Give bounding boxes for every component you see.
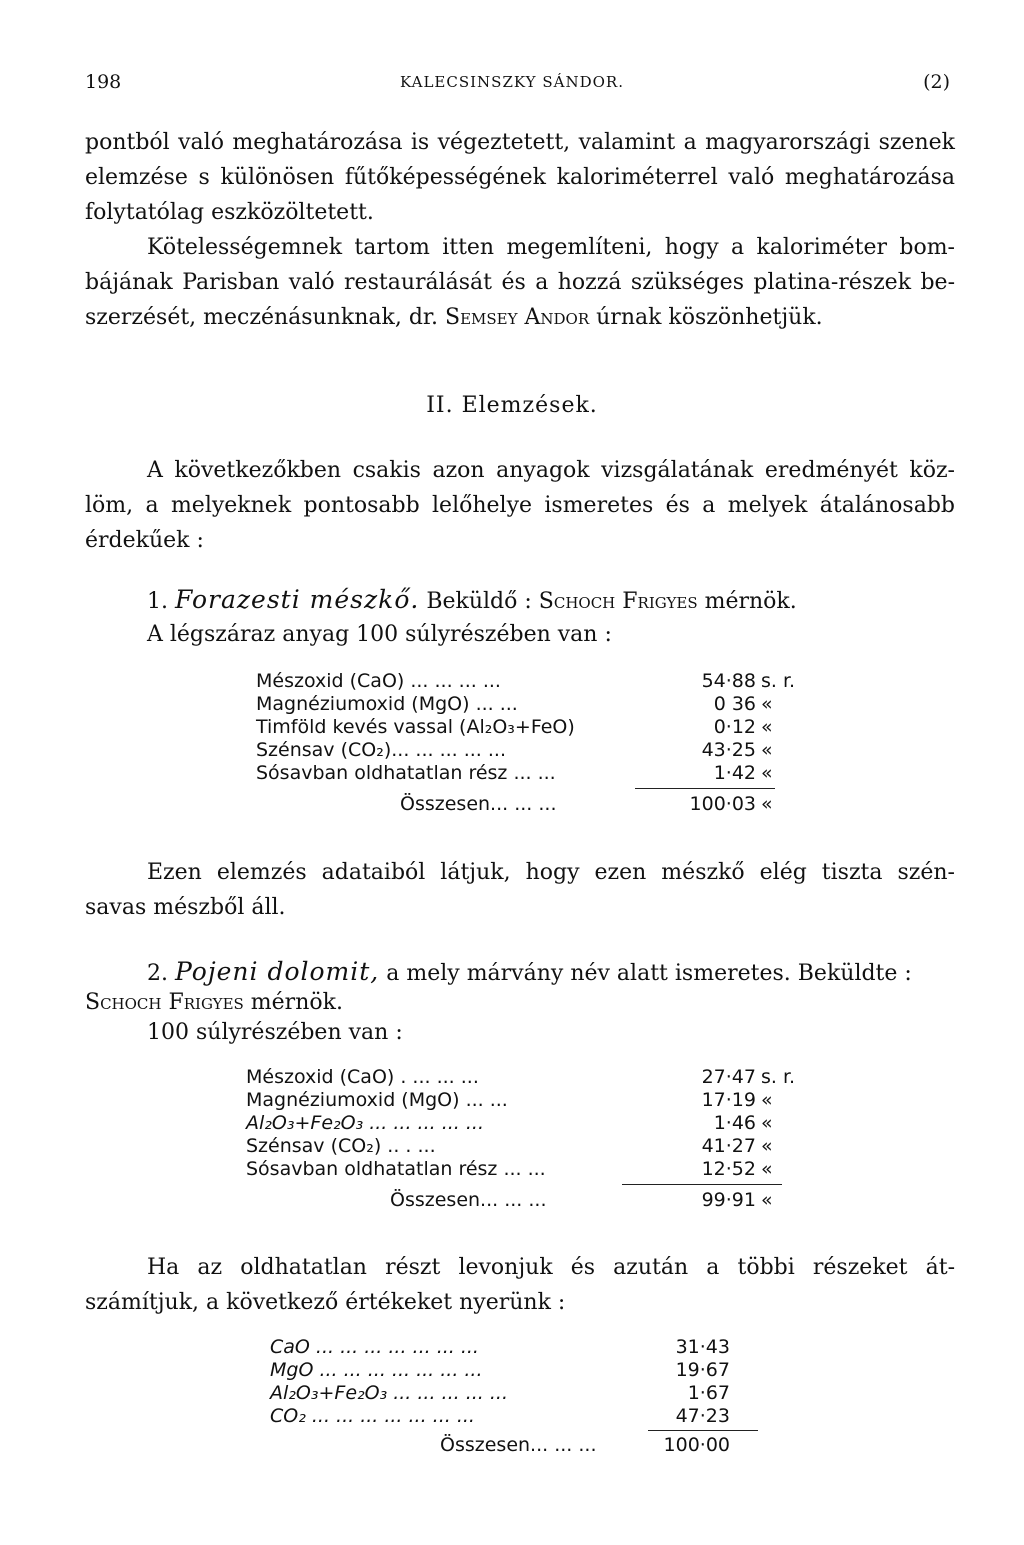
row-value: 27·47 bbox=[701, 1066, 756, 1088]
sample1-basis: A légszáraz anyag 100 súlyrészében van : bbox=[147, 622, 612, 647]
table-row bbox=[270, 1382, 740, 1405]
section-intro-line-1: A következőkben csakis azon anyagok vizsgálatának eredményét köz- bbox=[147, 458, 955, 483]
row-unit: « bbox=[761, 1089, 773, 1111]
row-value: 1·46 bbox=[713, 1112, 756, 1134]
total-label: Összesen... ... ... bbox=[440, 1434, 597, 1456]
sample1-title: Forazesti mészkő. bbox=[175, 585, 420, 614]
row-value: 17·19 bbox=[701, 1089, 756, 1111]
row-unit: « bbox=[761, 762, 773, 784]
sum-rule bbox=[622, 1184, 782, 1185]
row-label: MgO ... ... ... ... ... ... ... bbox=[270, 1359, 483, 1381]
row-label: Al₂O₃+Fe₂O₃ ... ... ... ... ... bbox=[270, 1382, 508, 1404]
sample2-basis: 100 súlyrészében van : bbox=[147, 1020, 403, 1045]
intro-paragraph bbox=[85, 125, 955, 230]
table-row bbox=[270, 1359, 740, 1382]
thanks-paragraph bbox=[85, 230, 955, 335]
table-row bbox=[246, 1158, 776, 1181]
thanks-text-end: úrnak köszönhetjük. bbox=[589, 305, 823, 330]
table-row bbox=[246, 1089, 776, 1112]
sample2-number: 2. bbox=[147, 961, 168, 986]
sample1-heading bbox=[147, 585, 797, 614]
intro-line-2: elemzése s különösen fűtőképességének kaloriméterrel való meghatározása bbox=[85, 165, 955, 190]
row-label: CaO ... ... ... ... ... ... ... bbox=[270, 1336, 479, 1358]
sample2-title: Pojeni dolomit, bbox=[175, 957, 380, 986]
sample2-sender-suffix: mérnök. bbox=[243, 990, 343, 1015]
row-label: Sósavban oldhatatlan rész ... ... bbox=[256, 762, 556, 784]
sample2-sender: Schoch Frigyes bbox=[85, 990, 244, 1015]
section-intro-paragraph bbox=[85, 453, 955, 558]
patron-name: Semsey Andor bbox=[445, 305, 590, 330]
total-value: 100·00 bbox=[663, 1434, 730, 1456]
total-value: 100·03 bbox=[689, 793, 756, 815]
row-value: 43·25 bbox=[701, 739, 756, 761]
conclusion-line-1: Ezen elemzés adataiból látjuk, hogy ezen mészkő elég tiszta szén- bbox=[147, 860, 955, 885]
thanks-line-3 bbox=[85, 300, 955, 335]
conclusion-line-2: savas mészből áll. bbox=[85, 895, 286, 920]
total-label: Összesen... ... ... bbox=[400, 793, 557, 815]
row-label: Sósavban oldhatatlan rész ... ... bbox=[246, 1158, 546, 1180]
sample1-sender: Schoch Frigyes bbox=[538, 589, 698, 614]
thanks-line-2: bájának Parisban való restaurálását és a hozzá szükséges platina-részek be- bbox=[85, 270, 955, 295]
row-label: Szénsav (CO₂) .. . ... bbox=[246, 1135, 436, 1157]
table-row bbox=[256, 762, 776, 785]
intro-line-1: pontból való meghatározása is végeztetett, valamint a magyarországi szenek bbox=[85, 130, 955, 155]
row-label: Magnéziumoxid (MgO) ... ... bbox=[246, 1089, 508, 1111]
sample2-table bbox=[246, 1066, 796, 1181]
page-number: 198 bbox=[85, 71, 122, 93]
total-unit: « bbox=[761, 793, 773, 815]
sum-rule bbox=[648, 1430, 758, 1431]
sample1-table bbox=[256, 670, 796, 785]
row-value: 47·23 bbox=[675, 1405, 730, 1427]
total-unit: « bbox=[761, 1189, 773, 1211]
table-row bbox=[246, 1112, 776, 1135]
row-value: 1·67 bbox=[687, 1382, 730, 1404]
row-label: Mészoxid (CaO) ... ... ... ... bbox=[256, 670, 501, 692]
row-label: Timföld kevés vassal (Al₂O₃+FeO) bbox=[256, 716, 575, 738]
thanks-line-1: Kötelességemnek tartom itten megemlíteni, hogy a kaloriméter bom- bbox=[147, 235, 955, 260]
table-row bbox=[270, 1405, 740, 1428]
running-head-author: KALECSINSZKY SÁNDOR. bbox=[400, 73, 624, 91]
table-row bbox=[256, 670, 796, 693]
row-label: Magnéziumoxid (MgO) ... ... bbox=[256, 693, 518, 715]
sample1-total bbox=[400, 793, 776, 815]
sample1-sender-prefix: Beküldő : bbox=[419, 589, 539, 614]
sample1-conclusion bbox=[85, 855, 955, 925]
row-value: 41·27 bbox=[701, 1135, 756, 1157]
row-value: 19·67 bbox=[675, 1359, 730, 1381]
table-row bbox=[246, 1135, 776, 1158]
sum-rule bbox=[635, 788, 775, 789]
row-unit: s. r. bbox=[761, 670, 796, 692]
row-unit: « bbox=[761, 1112, 773, 1134]
table-row bbox=[256, 693, 776, 716]
row-label: Szénsav (CO₂)... ... ... ... ... bbox=[256, 739, 507, 761]
row-unit: s. r. bbox=[761, 1066, 796, 1088]
row-label: CO₂ ... ... ... ... ... ... ... bbox=[270, 1405, 475, 1427]
row-value: 0·12 bbox=[713, 716, 756, 738]
sample2-sender-line bbox=[85, 990, 343, 1015]
table-row bbox=[256, 716, 776, 739]
sample2-heading bbox=[147, 957, 912, 986]
sample1-sender-suffix: mérnök. bbox=[697, 589, 797, 614]
row-label: Mészoxid (CaO) . ... ... ... bbox=[246, 1066, 479, 1088]
section-title: II. Elemzések. bbox=[426, 393, 598, 418]
row-unit: « bbox=[761, 739, 773, 761]
table-row bbox=[246, 1066, 796, 1089]
recalc-total bbox=[440, 1434, 740, 1456]
recalc-table bbox=[270, 1336, 740, 1428]
part-number: (2) bbox=[923, 71, 950, 93]
row-value: 54·88 bbox=[701, 670, 756, 692]
row-unit: « bbox=[761, 716, 773, 738]
table-row bbox=[270, 1336, 740, 1359]
table-row bbox=[256, 739, 776, 762]
recalc-line-2: számítjuk, a következő értékeket nyerünk : bbox=[85, 1290, 566, 1315]
row-unit: « bbox=[761, 1158, 773, 1180]
recalc-paragraph bbox=[85, 1250, 955, 1320]
thanks-text: szerzését, meczénásunknak, dr. bbox=[85, 305, 445, 330]
recalc-line-1: Ha az oldhatatlan részt levonjuk és azután a többi részeket át- bbox=[147, 1255, 955, 1280]
intro-line-3: folytatólag eszközöltetett. bbox=[85, 200, 374, 225]
sample2-total bbox=[390, 1189, 780, 1211]
row-unit: « bbox=[761, 693, 773, 715]
total-label: Összesen... ... ... bbox=[390, 1189, 547, 1211]
row-unit: « bbox=[761, 1135, 773, 1157]
section-intro-line-2: löm, a melyeknek pontosabb lelőhelye ismeretes és a melyek átalánosabb bbox=[85, 493, 955, 518]
sample2-desc: a mely márvány név alatt ismeretes. Beküldte : bbox=[379, 961, 912, 986]
row-value: 12·52 bbox=[701, 1158, 756, 1180]
row-value: 1·42 bbox=[713, 762, 756, 784]
sample1-number: 1. bbox=[147, 589, 168, 614]
section-intro-line-3: érdekűek : bbox=[85, 528, 204, 553]
row-value: 31·43 bbox=[675, 1336, 730, 1358]
total-value: 99·91 bbox=[701, 1189, 756, 1211]
row-label: Al₂O₃+Fe₂O₃ ... ... ... ... ... bbox=[246, 1112, 484, 1134]
row-value: 0 36 bbox=[713, 693, 756, 715]
